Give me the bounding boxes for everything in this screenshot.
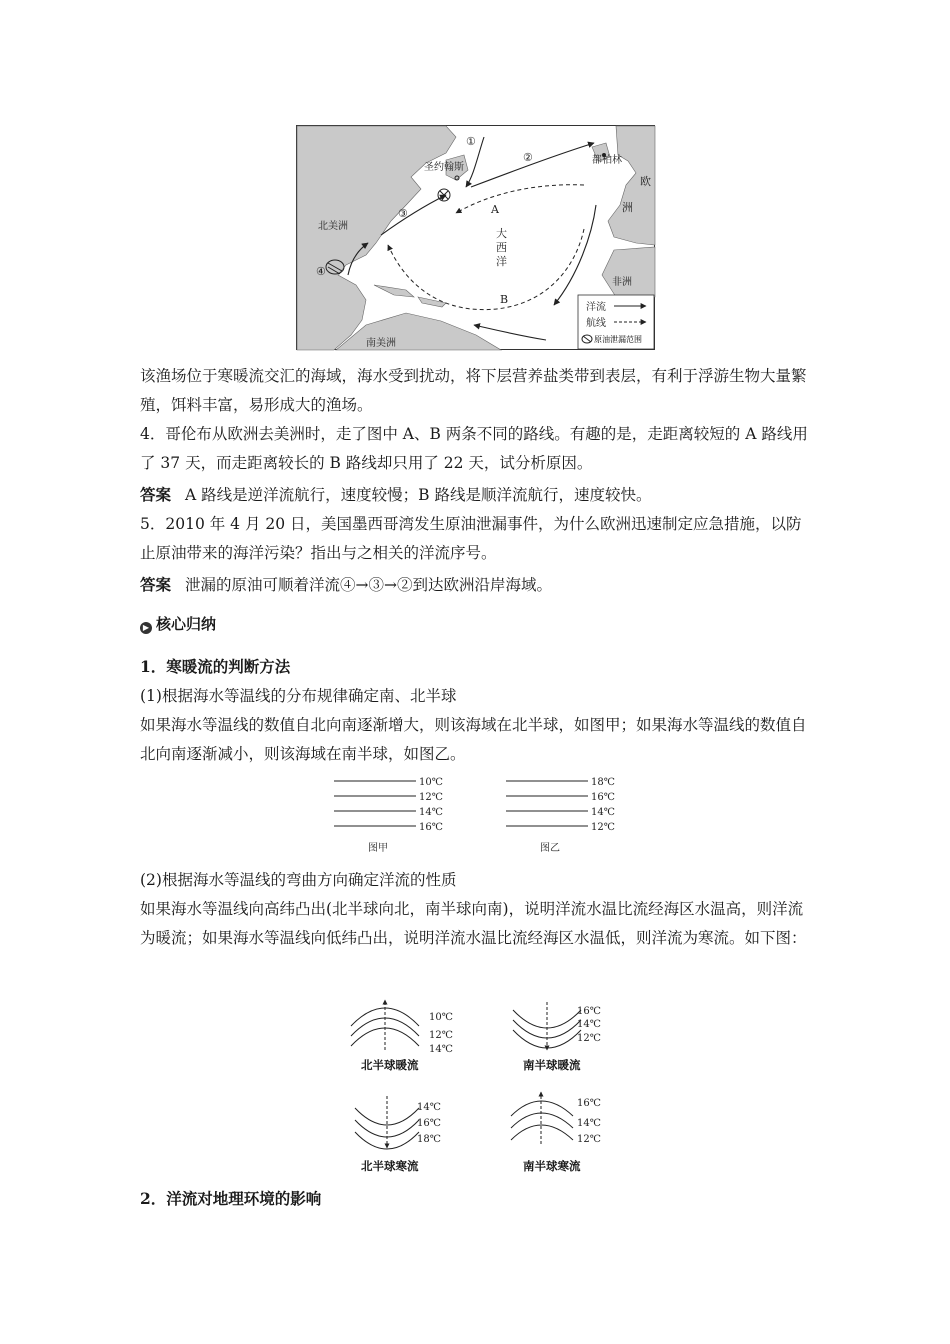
nh-warm-label-1: 12℃: [429, 1030, 453, 1041]
nh-cold-diagram: [355, 1096, 441, 1173]
sh-cold-caption: 南半球寒流: [523, 1159, 581, 1173]
fishery-explanation: 该渔场位于寒暖流交汇的海域，海水受到扰动，将下层营养盐类带到表层，有利于浮游生物大量繁殖，饵料丰富，易形成大的渔场。: [140, 367, 807, 414]
label-africa: 非洲: [612, 277, 632, 288]
answer-5-text: 泄漏的原油可顺着洋流④→③→②到达欧洲沿岸海域。: [185, 576, 552, 594]
nh-warm-label-0: 10℃: [429, 1012, 453, 1023]
nh-cold-label-2: 18℃: [417, 1134, 441, 1145]
sh-warm-label-0: 16℃: [577, 1006, 601, 1017]
answer-4: [140, 480, 812, 510]
paragraph-1: 如果海水等温线的数值自北向南逐渐增大，则该海域在北半球，如图甲；如果海水等温线的数值自北向南逐渐减小，则该海域在南半球，如图乙。: [140, 716, 807, 763]
label-europe-2: 洲: [622, 201, 633, 214]
label-europe-1: 欧: [640, 175, 651, 188]
current-curve-figures: [345, 996, 615, 1176]
label-st-johns: 圣约翰斯: [424, 162, 464, 173]
paragraph-2: 如果海水等温线向高纬凸出(北半球向北，南半球向南)，说明洋流水温比流经海区水温高，则洋流为暖流；如果海水等温线向低纬凸出，说明洋流水温比流经海区水温低，则洋流为寒流。如下图：: [140, 900, 807, 947]
figure-jia: [334, 777, 443, 854]
sh-cold-diagram: [511, 1092, 601, 1173]
play-circle-icon: ▶: [140, 622, 152, 634]
jia-label-2: 14℃: [419, 807, 443, 818]
answer-5: [140, 570, 812, 600]
yi-label-3: 12℃: [591, 822, 615, 833]
subheading-1: (1)根据海水等温线的分布规律确定南、北半球: [140, 687, 457, 705]
sh-cold-label-1: 14℃: [577, 1118, 601, 1129]
yi-caption: 图乙: [540, 843, 560, 854]
nh-cold-label-1: 16℃: [417, 1118, 441, 1129]
sh-warm-label-2: 12℃: [577, 1033, 601, 1044]
sh-cold-label-0: 16℃: [577, 1098, 601, 1109]
atlantic-map: [296, 125, 656, 351]
isotherm-figures: [330, 772, 630, 858]
jia-label-0: 10℃: [419, 777, 443, 788]
answer-label: 答案: [140, 575, 172, 594]
legend-spill-label: 原油泄漏范围: [594, 335, 642, 344]
jia-label-1: 12℃: [419, 792, 443, 803]
subheading-2: (2)根据海水等温线的弯曲方向确定洋流的性质: [140, 871, 457, 889]
answer-4-text: A 路线是逆洋流航行，速度较慢；B 路线是顺洋流航行，速度较快。: [185, 486, 652, 504]
yi-label-1: 16℃: [591, 792, 615, 803]
heading-1: 1．寒暖流的判断方法: [140, 657, 291, 676]
sh-warm-caption: 南半球暖流: [523, 1058, 581, 1072]
section-heading: [140, 613, 216, 634]
answer-label: 答案: [140, 485, 172, 504]
jia-caption: 图甲: [368, 843, 388, 854]
sh-warm-label-1: 14℃: [577, 1019, 601, 1030]
label-route-b: B: [500, 293, 509, 306]
label-south-america: 南美洲: [366, 338, 396, 349]
nh-warm-label-2: 14℃: [429, 1044, 453, 1055]
sh-warm-diagram: [513, 1002, 601, 1072]
yi-label-0: 18℃: [591, 777, 615, 788]
label-current-1: ①: [466, 135, 476, 148]
label-current-2: ②: [523, 151, 533, 164]
label-atlantic-3: 洋: [496, 255, 507, 268]
label-dublin: 都柏林: [592, 155, 622, 166]
yi-label-2: 14℃: [591, 807, 615, 818]
nh-warm-caption: 北半球暖流: [361, 1058, 419, 1072]
label-route-a: A: [491, 203, 499, 216]
sh-cold-label-2: 12℃: [577, 1134, 601, 1145]
figure-yi: [506, 777, 615, 854]
nh-cold-label-0: 14℃: [417, 1102, 441, 1113]
nh-warm-diagram: [351, 1000, 453, 1072]
heading-2: 2．洋流对地理环境的影响: [140, 1189, 322, 1208]
label-atlantic-1: 大: [496, 227, 507, 240]
label-atlantic-2: 西: [496, 241, 507, 254]
question-5: 5．2010 年 4 月 20 日，美国墨西哥湾发生原油泄漏事件，为什么欧洲迅速制定应急措施，以防止原油带来的海洋污染？指出与之相关的洋流序号。: [140, 515, 802, 562]
label-current-4: ④: [316, 265, 326, 278]
map-legend: [578, 295, 654, 349]
label-current-3: ③: [398, 207, 408, 220]
section-title: 核心归纳: [156, 615, 217, 633]
nh-cold-caption: 北半球寒流: [361, 1159, 419, 1173]
jia-label-3: 16℃: [419, 822, 443, 833]
legend-current-label: 洋流: [586, 302, 606, 313]
question-4: 4．哥伦布从欧洲去美洲时，走了图中 A、B 两条不同的路线。有趣的是，走距离较短的 A 路线用了 37 天，而走距离较长的 B 路线却只用了 22 天，试分析原因。: [140, 425, 808, 472]
label-north-america: 北美洲: [318, 221, 348, 232]
legend-route-label: 航线: [586, 318, 606, 329]
